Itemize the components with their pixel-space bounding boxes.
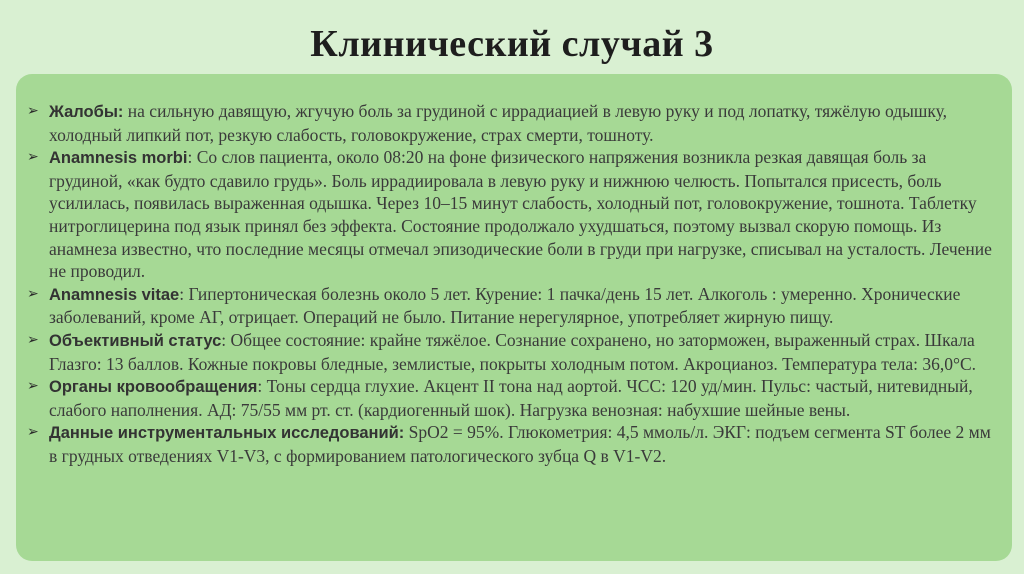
item-label: Anamnesis morbi (49, 149, 188, 168)
item-text: : Со слов пациента, около 08:20 на фоне физического напряжения возникла резкая давящая боль за грудиной, «как будто сдавило грудь». Боль иррадиировала в левую руку и нижнюю челюсть. Попытался присесть, боль усилилась, появилась выраженная одышка. Через 10–15 минут слабость, холодный пот, головокружение, тошнота. Таблетку нитроглицерина под язык принял без эффекта. Состояние продолжало ухудшаться, поэтому вызвал скорую помощь. Из анамнеза известно, что последние месяцы отмечал эпизодические боли в груди при нагрузке, списывал на усталость. Лечение не проводил. (49, 147, 992, 282)
arrow-bullet-icon: ➢ (27, 285, 39, 302)
item-label: Anamnesis vitae (49, 285, 180, 304)
list-item-anamnesis-morbi (27, 146, 1002, 283)
item-text: на сильную давящую, жгучую боль за грудиной с иррадиацией в левую руку и под лопатку, тяжёлую одышку, холодный липкий пот, резкую слабость, головокружение, страх смерти, тошноту. (49, 101, 947, 145)
item-text: SpO2 = 95%. Глюкометрия: 4,5 ммоль/л. ЭКГ: подъем сегмента ST более 2 мм в грудных отведениях V1-V3, с формированием патологического зубца Q в V1-V2. (49, 422, 991, 466)
list-item-objective-status (27, 329, 1002, 375)
item-text: : Тоны сердца глухие. Акцент II тона над аортой. ЧСС: 120 уд/мин. Пульс: частый, нитевидный, слабого наполнения. АД: 75/55 мм рт. ст. (кардиогенный шок). Нагрузка венозная: набухшие шейные вены. (49, 376, 973, 420)
item-text: : Гипертоническая болезнь около 5 лет. Курение: 1 пачка/день 15 лет. Алкоголь : умеренно. Хронические заболеваний, кроме АГ, отрицает. Операций не было. Питание нерегулярное, употребляет жирную пищу. (49, 283, 961, 328)
arrow-bullet-icon: ➢ (27, 378, 39, 395)
item-label: Данные инструментальных исследований: (49, 424, 405, 443)
slide-title: Клинический случай 3 (310, 23, 714, 65)
list-item-circulatory-organs (27, 375, 1002, 421)
arrow-bullet-icon: ➢ (27, 103, 39, 119)
item-label: Объективный статус (49, 331, 222, 350)
item-text: : Общее состояние: крайне тяжёлое. Сознание сохранено, но заторможен, выраженный страх. Шкала Глазго: 13 баллов. Кожные покровы бледные, землистые, покрыты холодным потом. Акроцианоз. Температура тела: 36,0°С. (49, 329, 977, 374)
item-label: Органы кровообращения (49, 378, 258, 397)
arrow-bullet-icon: ➢ (27, 424, 39, 441)
list-item-complaints (27, 100, 1002, 146)
case-details-list (27, 100, 1002, 468)
arrow-bullet-icon: ➢ (27, 149, 39, 166)
arrow-bullet-icon: ➢ (27, 331, 39, 348)
list-item-anamnesis-vitae (27, 283, 1002, 329)
list-item-instrumental-data (27, 421, 1002, 467)
item-label: Жалобы: (49, 103, 124, 121)
